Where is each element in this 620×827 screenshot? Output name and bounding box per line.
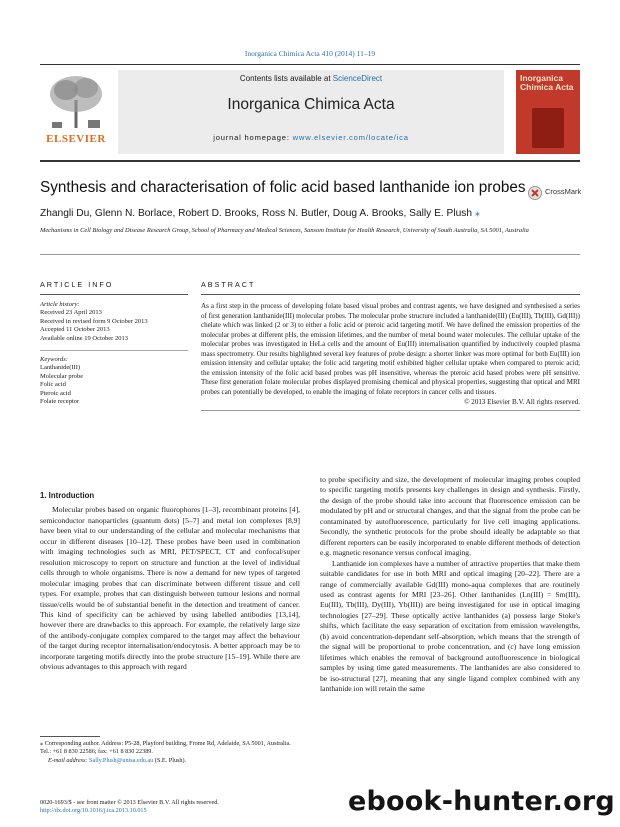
footnote-email-line (40, 757, 300, 765)
history-item: Accepted 11 October 2013 (40, 326, 110, 334)
crossmark-button[interactable] (528, 184, 580, 208)
doi-link[interactable]: http://dx.doi.org/10.1016/j.ica.2013.10.015 (40, 807, 147, 815)
homepage-link[interactable]: www.elsevier.com/locate/ica (292, 133, 409, 142)
body-paragraph: Lanthanide ion complexes have a number of attractive properties that make them suitable candidates for use in both MRI and optical imaging [20–22]. There are a range of commercially available Gd(III) mono-aqua complexes that are routinely used as contrast agents for MRI [23–26]. Other lanthanides (Ln(III) = Sm(III), Eu(III), Tb(III), Dy(III), Yb(III)) are being investigated for use in optical imaging technologies [27–29]. These optically active lanthanides (a) possess large Stoke's shifts, which facilitate the easy separation of excitation from emission wavelengths, (b) avoid concentration-dependant self-absorption, which means that the strength of the signal will be proportional to probe concentration, and (c) have long emission lifetimes which enables the removal of background autofluorescence in biological samples by using time gated measurements. The lanthanides are also considered to be iso-structural [27], meaning that any single ligand complex combined with any lanthanide ion will retain the same (320, 558, 580, 694)
crossmark-icon (528, 186, 542, 200)
email-label: E-mail address: (48, 756, 90, 764)
corresponding-author-mark[interactable]: ⁎ (474, 208, 480, 219)
header-top-rule (40, 64, 580, 65)
keywords-rule (40, 350, 188, 351)
watermark: ebook-hunter.org (348, 786, 615, 817)
crossmark-label: CrossMark (545, 187, 582, 196)
contents-prefix: Contents lists available at (239, 74, 333, 83)
issn-block (40, 799, 300, 816)
email-link[interactable]: Sally.Plush@unisa.edu.au (89, 756, 154, 764)
contents-line (118, 74, 504, 83)
footnote (40, 740, 300, 765)
journal-citation[interactable]: Inorganica Chimica Acta 410 (2014) 11–19 (244, 49, 376, 58)
keywords (40, 356, 188, 406)
abstract-panel (201, 280, 580, 411)
keyword-item: Molecular probe (40, 372, 84, 380)
keyword-item: Folic acid (40, 381, 66, 389)
section-heading-introduction: 1. Introduction (40, 491, 95, 500)
article-history (40, 301, 188, 343)
article-info-heading: ARTICLE INFO (40, 280, 114, 289)
footnote-rule (40, 736, 100, 737)
history-label: Article history: (40, 301, 80, 308)
affiliation-rule (40, 254, 580, 255)
homepage-prefix: journal homepage: (213, 133, 293, 142)
affiliation: Mechanisms in Cell Biology and Disease Research Group, School of Pharmacy and Medical Sciences, Sansom Institute for Health Research, University of South Australia, SA 5001, Australia (40, 227, 529, 234)
history-item: Available online 19 October 2013 (40, 334, 128, 342)
abstract-bottom-rule (201, 410, 580, 411)
abstract-heading: ABSTRACT (201, 280, 256, 289)
header-bottom-rule (40, 160, 580, 162)
body-column-left (40, 491, 300, 673)
keyword-item: Pteroic acid (40, 389, 71, 397)
author-names: Zhangli Du, Glenn N. Borlace, Robert D. Brooks, Ross N. Butler, Doug A. Brooks, Sally E. Plush (40, 208, 473, 219)
article-info-rule (40, 294, 188, 295)
author-list (40, 208, 580, 219)
body-paragraph: Molecular probes based on organic fluorophores [1–3], recombinant proteins [4], semiconductor nanoparticles (quantum dots) [5–7] and metal ion complexes [8,9] have been vital to our understanding of the cellular and molecular mechanisms that occur in different diseases [10–12]. These probes have been used in combination with imaging technologies such as MRI, PET/SPECT, CT and confocal/super resolution microscopy to report on structure and function at the level of individual cells through to whole organisms. There is now a demand for new types of targeted molecular imaging probes that can discriminate between different tissue and cell types. For example, probes that can distinguish between tumour lesions and normal tissue/cells would be of substantial benefit in the detection and treatment of cancer. This kind of specificity can be achieved by using labelled antibodies [13,14], however there are drawbacks to this approach. For example, the relatively large size of the antibody-conjugate complex compared to the target may affect the behaviour of the target during receptor internalisation/endocytosis. A better approach may be to incorporate targeting motifs directly into the probe structure [15–19]. While there are obvious advantages to this approach with regard (40, 505, 300, 672)
keyword-item: Folate receptor (40, 398, 80, 406)
issn-line: 0020-1693/$ - see front matter © 2013 Elsevier B.V. All rights reserved. (40, 799, 219, 806)
keywords-label: Keywords: (40, 356, 68, 364)
cover-title: Inorganica Chimica Acta (520, 73, 574, 92)
history-item: Received in revised form 9 October 2013 (40, 317, 148, 325)
article-info-panel (40, 280, 188, 406)
abstract-text: As a first step in the process of developing folate based visual probes and contrast agents, we have designed and synthesised a series of first generation lanthanide(III) molecular probes. The molecular probe structure included a lanthanide(III) (Eu(III), Tb(III), Gd(III)) chelate which was linked (2 or 3) to either a folic acid or pteroic acid targeting motif. We have defined the emission properties of the molecular probes at different pHs, the emission lifetimes, and the number of metal bound water molecules. The cellular uptake of the molecular probes was investigated in HeLa cells and the amount of Eu(III) internalisation quantified by inductively coupled plasma mass spectrometry. Our results highlighted several key features of probe design: a shorter linker was more optimal for both Eu(III) ion emission intensity and cellular uptake; the folic acid targeting motif exhibited higher cellular uptake when compared to pteroic acid; the emission intensity of the folic acid based probes was pH insensitive, whereas the pteroic acid based probes were pH sensitive. These first generation folate molecular probes displayed promising chemical and physical properties, suggesting that optical and MRI probes can potentially be developed, to enable the imaging of folate receptors in cancer cells and tissues. (201, 302, 580, 396)
body-paragraph: to probe specificity and size, the development of molecular imaging probes coupled to specific targeting motifs presents key challenges in design and synthesis. Firstly, the design of the probe should take into account that fluorescence emission can be modulated by pH and or structural changes, and that the signal from the probe can be contaminated by autofluorescence, particularly for live cell imaging applications. Secondly, the synthetic protocols for the probe should ideally be adaptable so that different reporters can be easily incorporated to enable different methods of detection e.g. magnetic resonance versus confocal imaging. (320, 475, 580, 558)
history-item: Received 23 April 2013 (40, 309, 102, 317)
publisher-logo-text: ELSEVIER (46, 133, 106, 145)
email-suffix: (S.E. Plush). (153, 756, 187, 764)
journal-homepage (118, 133, 504, 142)
journal-cover-image (516, 70, 580, 154)
cover-art (532, 108, 564, 148)
footnote-corresponding: ⁎ Corresponding author. Address: P5-28, Playford building, Frome Rd, Adelaide, SA 5001, Australia. Tel.: +61 8 830 22586; fax: +61 8 830 22389. (40, 740, 291, 756)
body-column-right (320, 475, 580, 695)
journal-title: Inorganica Chimica Acta (227, 96, 395, 113)
abstract-rule (201, 294, 580, 295)
keyword-item: Lanthanide(III) (40, 364, 81, 372)
article-title: Synthesis and characterisation of folic acid based lanthanide ion probes (40, 179, 526, 196)
sciencedirect-link[interactable]: ScienceDirect (332, 74, 383, 83)
abstract-copyright: © 2013 Elsevier B.V. All rights reserved. (464, 398, 580, 407)
